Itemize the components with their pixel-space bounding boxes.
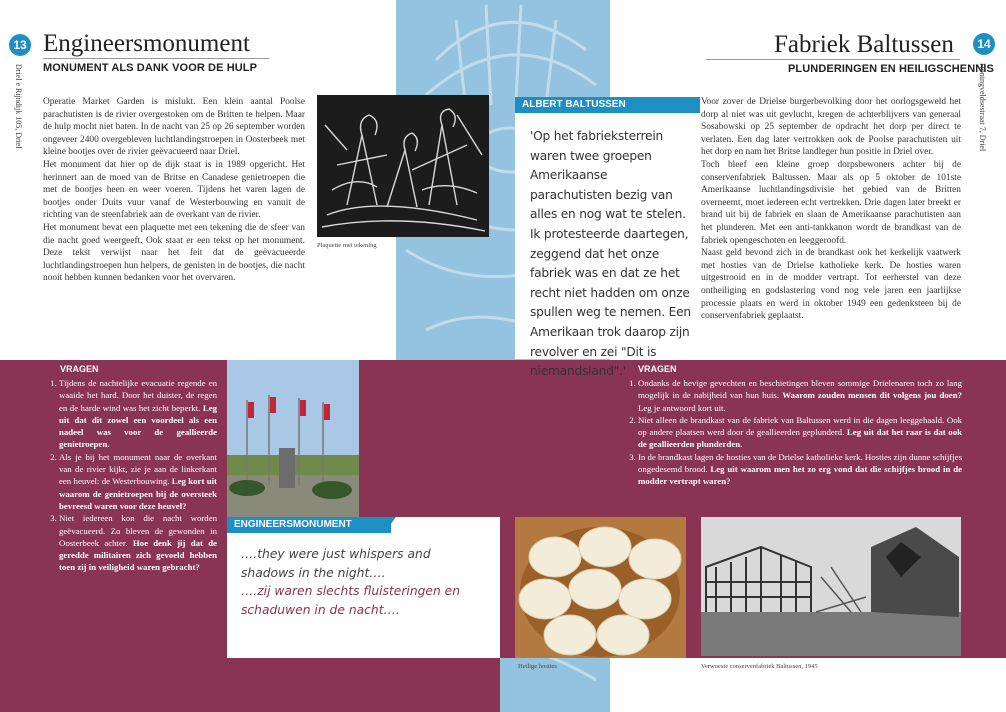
photo-caption: Verwoeste conservenfabriek Baltussen, 1945 bbox=[701, 663, 818, 670]
paragraph: Naast geld bevond zich in de brandkast ook het kerkelijk vaatwerk met hosties van de Drielse katholieke kerk. De hosties waren uitgestrooid en in de modder vertrapt. Tot eerherstel van deze ontheiliging en godslastering vond nog vele jaren een jaarlijkse processie plaats en werd in oktober 1949 een gedenksteen bij de conservenfabriek geplaatst. bbox=[701, 248, 961, 322]
vraag-item: 3. In de brandkast lagen de hosties van de Drielse katholieke kerk. Hosties zijn dunne schijfjes ongedesemd brood. Leg uit waarom men het zo erg vond dat die schijfjes brood in de modder vertrapt waren? bbox=[638, 451, 962, 488]
title-rule-left bbox=[43, 58, 269, 59]
side-address-right: Honingveldsestraat 7, Driel bbox=[978, 63, 987, 152]
page-number-left: 13 bbox=[9, 34, 31, 56]
vragen-heading-right: VRAGEN bbox=[638, 364, 677, 374]
vraag-item: 1. Ondanks de hevige gevechten en beschietingen bleven sommige Drielenaren toch zo lang mogelijk in de nabijheid van hun huis. Waarom zouden mensen dit volgens jou doen? Leg je antwoord kort uit. bbox=[638, 377, 962, 414]
vraag-item: 3. Niet iedereen kon die nacht worden geëvacueerd. Zo bleven de gewonden in Oosterbeek achter. Hoe denk jij dat de geredde militairen zich gevoeld hebben toen zij in veiligheid waren gebracht? bbox=[59, 512, 217, 573]
page-number-right: 14 bbox=[973, 33, 995, 55]
page-subtitle-left: MONUMENT ALS DANK VOOR DE HULP bbox=[43, 62, 258, 74]
paragraph: Het monument bevat een plaquette met een tekening die de sfeer van die nacht goed weergeeft. Ook staat er een tekst op het monument. Deze tekst verwijst naar het feit dat de geëvacueerde luchtlandingstroepen hun helpers, de genisten in de bootjes, die nacht nooit hebben kunnen bedanken voor het overvaren. bbox=[43, 222, 305, 284]
quote-dutch: ….zij waren slechts fluisteringen en schaduwen in de nacht…. bbox=[241, 584, 461, 617]
vraag-item: 1. Tijdens de nachtelijke evacuatie regende en waaide het hard. Door het duister, de regen en de harde wind was het zicht beperkt. Leg uit dat dit zowel een voordeel als een nadeel was voor de geallieerde genietroepen. bbox=[59, 377, 217, 451]
hosties-photo bbox=[515, 517, 686, 658]
paragraph: Toch bleef een kleine groep dorpsbewoners achter bij de conservenfabriek Baltussen. Maar als op 5 oktober de 101ste Amerikaanse luchtlandingsdivisie het gebied van de Britten overneemt, moet iedereen echt vertrekken. Drie dagen later breekt er brand uit bij de fabriek en slaan de Amerikaanse parachutisten aan het plunderen. Met een anti-tankkanon wordt de brandkast van de fabriek opengeschoten en leeggeroofd. bbox=[701, 159, 961, 246]
paragraph: Het monument dat hier op de dijk staat is in 1989 opgericht. Het herinnert aan de moed van de Britse en Canadese genietroepen die met de bootjes heen en weer voeren. Tijdens het varen lagen de bootjes onder Duits vuur vanaf de Westerbouwing en vanuit de richting van de steenfabriek aan de overkant van de rivier. bbox=[43, 159, 305, 221]
monument-photo bbox=[227, 360, 359, 517]
vraag-item: 2. Niet alleen de brandkast van de fabriek van Baltussen werd in die dagen leeggehaald. Ook op andere plaatsen werd door de geallieerden geplunderd. Leg uit dat het raar is dat ook de geallieerden plunderden. bbox=[638, 414, 962, 451]
quote-label-center: ALBERT BALTUSSEN bbox=[515, 97, 700, 113]
factory-ruins-photo bbox=[701, 517, 961, 656]
plaquette-photo bbox=[317, 95, 489, 237]
quote-label-left: ENGINEERSMONUMENT bbox=[227, 517, 391, 533]
page-title-right: Fabriek Baltussen bbox=[774, 31, 954, 58]
vragen-heading-left: VRAGEN bbox=[60, 364, 99, 374]
photo-caption: Plaquette met tekening bbox=[317, 242, 377, 249]
quote-text-center: 'Op het fabrieksterrein waren twee groepen Amerikaanse parachutisten bezig van alles en nog wat te stelen. Ik protesteerde daartegen, zeggend dat het onze fabriek was en dat ze het recht niet hadden om onze spullen weg te nemen. Een Amerikaan trok daarop zijn revolver en zei "Dit is niemandsland".' bbox=[530, 129, 691, 379]
body-text-left bbox=[43, 96, 305, 285]
label-notch bbox=[384, 517, 396, 533]
photo-caption: Heilige hosties bbox=[518, 663, 557, 670]
quote-english: ….they were just whispers and shadows in the night…. bbox=[241, 547, 431, 580]
vraag-item: 2. Als je bij het monument naar de overkant van de rivier kijkt, zie je aan de linkerkant een heuvel: de Westerbouwing. Leg kort uit waarom de genietroepen bij de oversteek bevreesd waren voor deze heuvel? bbox=[59, 451, 217, 512]
side-address-left: Driel e Rijndijk 105, Driel bbox=[14, 64, 23, 149]
quote-text-left bbox=[241, 545, 481, 619]
page-title-left: Engineersmonument bbox=[43, 30, 250, 57]
body-text-right bbox=[701, 96, 961, 323]
paragraph: Voor zover de Drielse burgerbevolking door het oorlogsgeweld het dorp al niet was uit gevlucht, kregen de achterblijvers van generaal Sosabowski op 25 september de opdracht het dorp per direct te verlaten. Een dag later vertrokken ook de Poolse parachutisten uit het dorp en nam het Britse landleger hun positie in Driel over. bbox=[701, 97, 961, 158]
vragen-list-left bbox=[43, 377, 217, 574]
paragraph: Operatie Market Garden is mislukt. Een klein aantal Poolse parachutisten is de rivier overgestoken om de Britten te helpen. Maar de hulp mocht niet baten. In de nacht van 25 op 26 september worden ongeveer 2400 overgebleven luchtlandingstroepen in Oosterbeek met kleine bootjes over de rivier geëvacueerd naar Driel. bbox=[43, 97, 305, 158]
maroon-footer-left bbox=[0, 658, 500, 712]
vragen-list-right bbox=[622, 377, 962, 488]
title-rule-right bbox=[706, 59, 960, 60]
page-subtitle-right: PLUNDERINGEN EN HEILIGSCHENNIS bbox=[788, 63, 994, 75]
